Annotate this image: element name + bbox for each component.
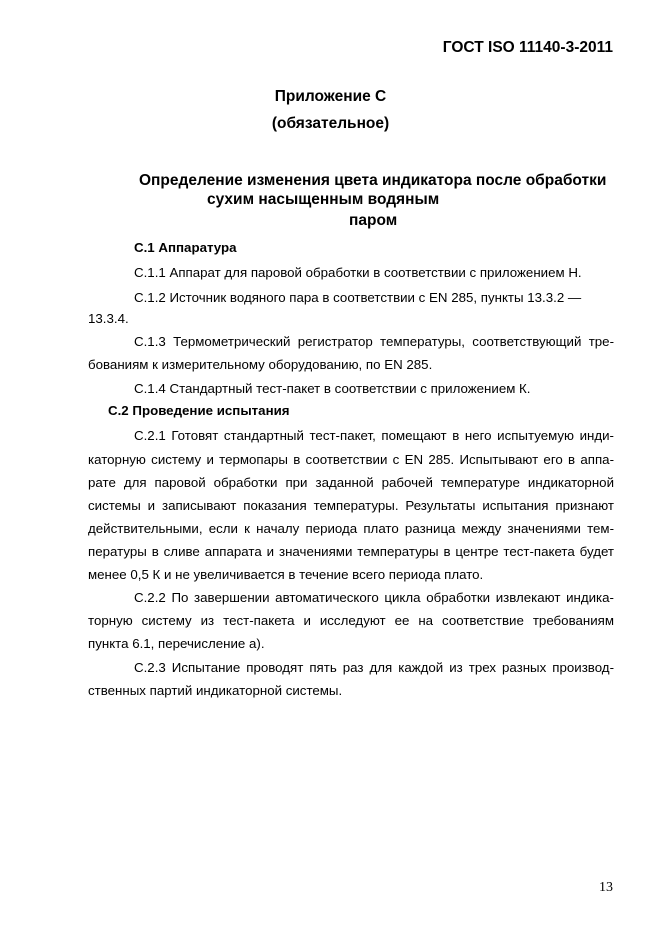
paragraph-c21-line-4: системы и записывают показания температуры. Результаты испытания признают — [88, 498, 614, 513]
annex-heading-line-1: Определение изменения цвета индикатора после обработки — [139, 172, 607, 189]
paragraph-c23-line-1: С.2.3 Испытание проводят пять раз для каждой из трех разных производ- — [134, 660, 614, 675]
paragraph-c21-line-3: рате для паровой обработки при заданной рабочей температуре индикаторной — [88, 475, 614, 490]
standard-code: ГОСТ ISO 11140-3-2011 — [442, 39, 613, 56]
paragraph-c14: С.1.4 Стандартный тест-пакет в соответствии с приложением К. — [134, 381, 531, 396]
paragraph-c22-line-3: пункта 6.1, перечисление а). — [88, 636, 265, 651]
paragraph-c12-line-1: С.1.2 Источник водяного пара в соответствии с EN 285, пункты 13.3.2 — — [134, 290, 582, 305]
paragraph-c12-line-2: 13.3.4. — [88, 311, 129, 326]
paragraph-c22-line-1: С.2.2 По завершении автоматического цикла обработки извлекают индика- — [134, 590, 614, 605]
annex-title: Приложение С — [274, 88, 387, 105]
paragraph-c21-line-5: действительными, если к началу периода плато разница между значениями тем- — [88, 521, 614, 536]
section-c1-heading: С.1 Аппаратура — [134, 240, 237, 255]
annex-heading-line-3: паром — [349, 212, 398, 229]
section-c2-heading: С.2 Проведение испытания — [108, 403, 290, 418]
page-number: 13 — [599, 880, 613, 895]
paragraph-c13-line-1: С.1.3 Термометрический регистратор температуры, соответствующий тре- — [134, 334, 614, 349]
paragraph-c11: С.1.1 Аппарат для паровой обработки в соответствии с приложением Н. — [134, 265, 582, 280]
paragraph-c22-line-2: торную систему из тест-пакета и исследуют ее на соответствие требованиям — [88, 613, 614, 628]
paragraph-c21-line-6: пературы в сливе аппарата и значениями температуры в центре тест-пакета будет — [88, 544, 614, 559]
paragraph-c23-line-2: ственных партий индикаторной системы. — [88, 683, 343, 698]
paragraph-c21-line-1: С.2.1 Готовят стандартный тест-пакет, помещают в него испытуемую инди- — [134, 428, 614, 443]
paragraph-c21-line-7: менее 0,5 К и не увеличивается в течение всего периода плато. — [88, 567, 484, 582]
annex-heading-line-2: сухим насыщенным водяным — [207, 191, 440, 208]
annex-status: (обязательное) — [271, 115, 390, 132]
paragraph-c13-line-2: бованиям к измерительному оборудованию, по EN 285. — [88, 357, 433, 372]
paragraph-c21-line-2: каторную систему и термопары в соответствии с EN 285. Испытывают его в аппа- — [88, 452, 614, 467]
